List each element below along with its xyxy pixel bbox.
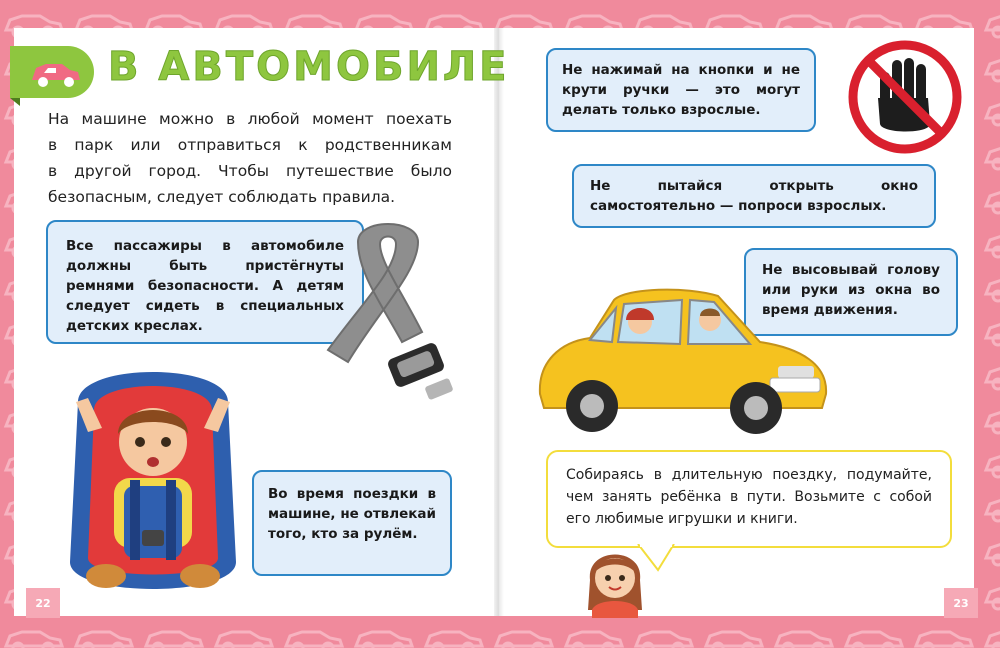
- seatbelt-icon: [318, 222, 458, 412]
- driver-distraction-box: Во время поездки в машине, не отвлекай того, кто за рулём.: [252, 470, 452, 576]
- stop-hand-icon: [846, 38, 964, 156]
- tip-speech-bubble: Собираясь в длительную поездку, подумайте, чем занять ребёнка в пути. Возьмите с собой его любимые игрушки и книги.: [546, 450, 952, 548]
- yellow-car-icon: [530, 282, 834, 452]
- window-rule-box: Не пытайся открыть окно самостоятельно — попроси взрослых.: [572, 164, 936, 228]
- page-number-right: 23: [944, 588, 978, 618]
- car-icon: [10, 46, 94, 98]
- child-seat-icon: [58, 362, 248, 608]
- intro-line-3: в другой город. Чтобы путешествие было: [48, 162, 452, 180]
- buttons-rule-box: Не нажимай на кнопки и не крути ручки — это могут делать только взрослые.: [546, 48, 816, 132]
- page-title: В АВТОМОБИЛЕ: [108, 44, 510, 90]
- title-tab-fold: [10, 98, 20, 106]
- intro-line-2: в парк или отправиться к родственникам: [48, 136, 452, 154]
- book-gutter: [494, 28, 504, 616]
- intro-paragraph: [48, 106, 452, 210]
- intro-line-1: На машине можно в любой момент поехать: [48, 110, 452, 128]
- seatbelt-rule-box: Все пассажиры в автомобиле должны быть пристёгнуты ремнями безопасности. А детям следует сидеть в специальных детских креслах.: [46, 220, 364, 344]
- page-number-left: 22: [26, 588, 60, 618]
- title-tab: [10, 46, 94, 98]
- head-rule-box: Не высовывай голову или руки из окна во время движения.: [744, 248, 958, 336]
- girl-icon: [582, 540, 648, 618]
- intro-line-4: безопасным, следует соблюдать правила.: [48, 188, 396, 206]
